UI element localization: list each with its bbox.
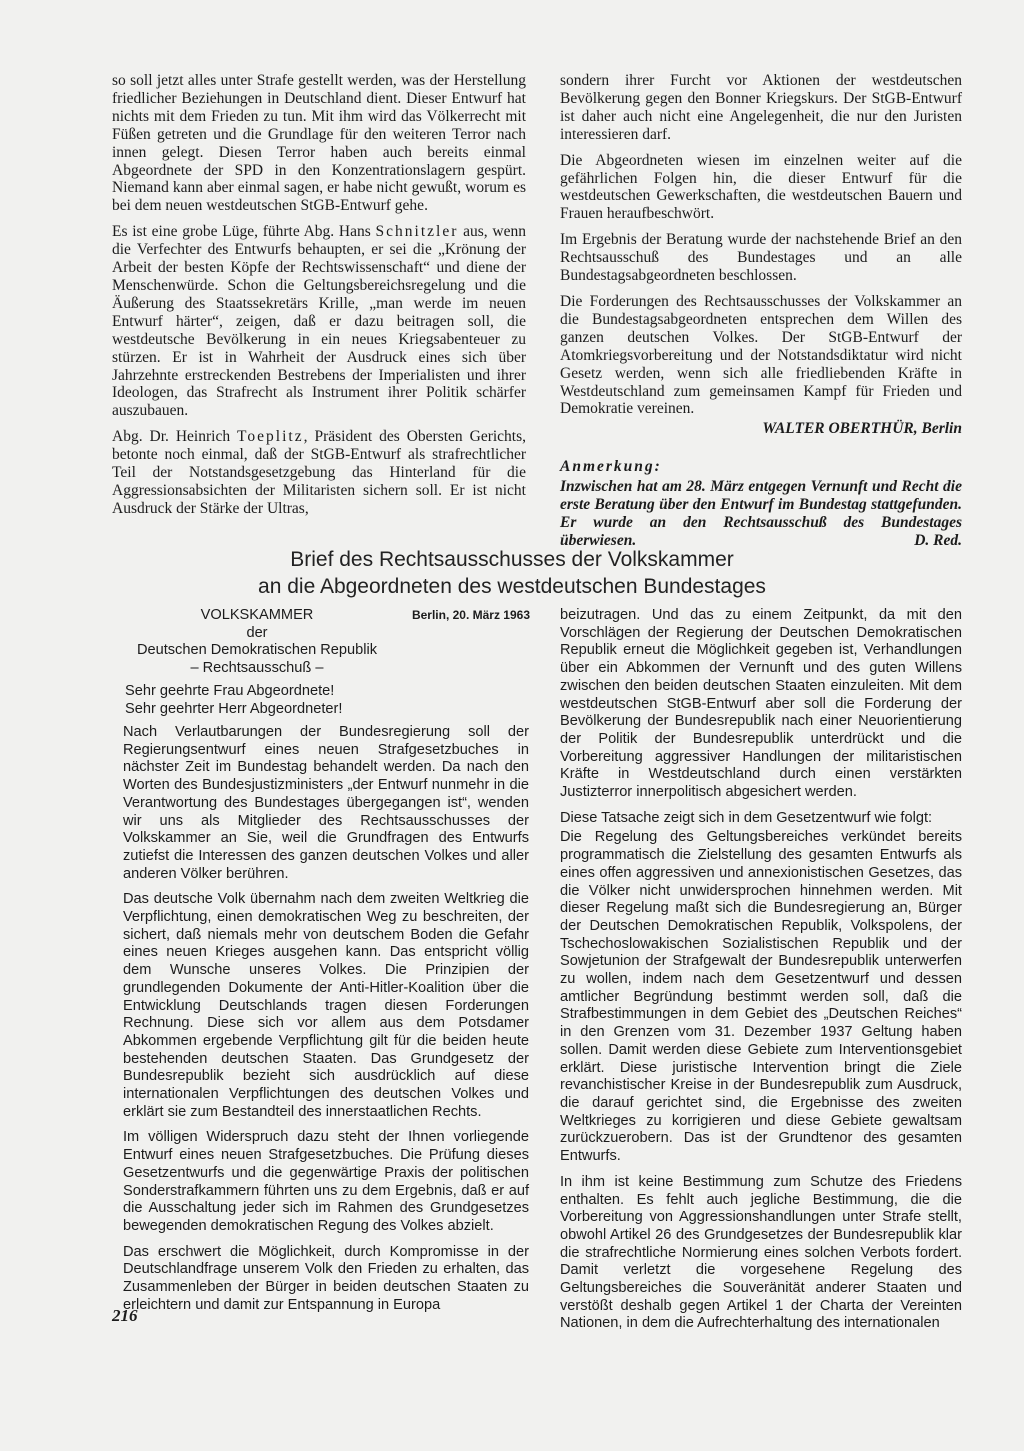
paragraph: Im Ergebnis der Beratung wurde der nachstehende Brief an den Rechtsausschuß des Bundestages und an alle Bundestagsabgeordneten beschlossen. [560,231,962,285]
paragraph: In ihm ist keine Bestimmung zum Schutze des Friedens enthalten. Es fehlt auch jegliche Bestimmung, die die Vorbereitung von Aggressionshandlungen unter Strafe stellt, obwohl Artikel 26 des Grundgesetzes der Bundesrepublik klar die strafrechtliche Normierung eines solchen Verbots fordert. Damit verletzt die vorgesehene Regelung des Geltungsbereiches die Souveränität anderer Staaten und verstößt deshalb gegen Artikel 1 der Charta der Vereinten Nationen, in dem die Aufrechterhaltung des internationalen [560,1173,962,1332]
note-heading: Anmerkung: [560,458,662,476]
paragraph: Das erschwert die Möglichkeit, durch Kompromisse in der Deutschlandfrage unserem Volk den Frieden zu erhalten, das Zusammenleben der Bürger in beiden deutschen Staaten zu erleichtern und damit zur Entspannung in Europa [123,1243,529,1313]
paragraph: Diese Tatsache zeigt sich in dem Gesetzentwurf wie folgt: [560,809,933,826]
salutation-line: Sehr geehrte Frau Abgeordnete! [125,683,335,699]
speaker-name: Toeplitz [237,428,304,446]
text-run: Inzwischen hat am 28. März entgegen Vernunft und Recht die erste Beratung über den Entwurf im Bundestag stattgefunden. Er wurde an den Rechtsausschuß des Bundestages überwiesen. [560,478,962,549]
text-run: Abg. Dr. Heinrich [112,428,238,446]
text-run: , Präsident des Obersten Gerichts, betonte noch einmal, daß der StGB-Entwurf als strafrechtlicher Teil der Notstandsgesetzgebung das Hinterland für die Aggressionsabsichten der Militaristen sichern soll. Er ist nicht Ausdruck der Stärke der Ultras, [112,428,527,517]
author-signature: WALTER OBERTHÜR, Berlin [762,420,962,438]
note-signature: D. Red. [914,531,962,549]
paragraph [112,428,526,518]
org-line: Deutschen Demokratischen Republik [136,642,378,659]
top-right-column [560,72,962,558]
org-line: – Rechtsausschuß – [190,660,324,677]
paragraph: Die Forderungen des Rechtsausschusses der Volkskammer an die Bundestagsabgeordneten entsprechen dem Willen des ganzen deutschen Volkes. Der StGB-Entwurf der Atomkriegsvorbereitung und der Notstandsdiktatur wird nicht Gesetz werden, wenn sich alle friedliebenden Kräfte in Westdeutschland zum gemeinsamen Kampf für Frieden und Demokratie vereinen. [560,292,962,418]
letter-sender [112,607,402,678]
letter-title [130,546,894,600]
place-date: Berlin, 20. März 1963 [411,608,530,622]
text-run: Es ist eine grobe Lüge, führte Abg. Hans [112,223,376,241]
bottom-left-column [123,724,529,1323]
org-line: der [246,624,268,641]
paragraph: beizutragen. Und das zu einem Zeitpunkt, da mit den Vorschlägen der Regierung der Deutschen Demokratischen Republik erneut die Möglichkeit gegeben ist, Verhandlungen über ein Abkommen der Vernunft und des guten Willens zwischen den beiden deutschen Staaten einzuleiten. Mit dem westdeutschen StGB-Entwurf aber soll die Forderung der Bevölkerung der Bundesrepublik nach einer Neuorientierung der Politik der Bundesrepublik unterdrückt und die Vorbereitung aggressiver Handlungen der militaristischen Kräfte in Westdeutschland durch einen verstärkten Justizterror innerpolitisch abgesichert werden. [560,607,962,801]
title-line: Brief des Rechtsausschusses der Volkskammer [290,548,734,571]
salutation [125,683,515,718]
paragraph: sondern ihrer Furcht vor Aktionen der westdeutschen Bevölkerung gegen den Bonner Kriegskurs. Der StGB-Entwurf ist daher auch nicht eine Angelegenheit, die nur den Juristen interessieren darf. [560,72,962,143]
text-run: aus, wenn die Verfechter des Entwurfs behaupten, er sei die „Krönung der Arbeit der besten Köpfe der Rechtswissenschaft“ und diene der Menschenwürde. Schon die Geltungsbereichsregelung und die Äußerung des Staatssekretärs Krille, „man werde im neuen Entwurf härter“, zeigen, daß er dazu beitragen soll, die westdeutsche Bevölkerung in ein neues Kriegsabenteuer zu stürzen. Er ist in Wahrheit der Ausdruck eines sich über Jahrzehnte erstreckenden Bestrebens der Imperialisten und ihrer Ideologen, das Strafrecht als Instrument ihrer Politik schärfer auszubauen. [112,223,526,420]
paragraph: Nach Verlautbarungen der Bundesregierung soll der Regierungsentwurf eines neuen Strafgesetzbuches in nächster Zeit im Bundestag behandelt werden. Da nach den Worten des Bundesjustizministers „der Entwurf nunmehr in die Verantwortung des Bundestages übergegangen ist“, wenden wir uns als Mitglieder des Rechtsausschusses der Volkskammer an Sie, weil die Grundfragen des Entwurfs zutiefst die Interessen des ganzen deutschen Volkes und aller anderen Völker berühren. [123,724,529,882]
top-left-column [112,72,526,526]
speaker-name: Schnitzler [375,223,459,241]
bottom-right-column [560,607,962,1341]
paragraph: Das deutsche Volk übernahm nach dem zweiten Weltkrieg die Verpflichtung, einen demokratischen Weg zu beschreiten, der sichert, daß niemals mehr von deutschem Boden die Gefahr eines neuen Krieges ausgehen kann. Das entspricht völlig dem Wunsche unseres Volkes. Die Prinzipien der grundlegenden Dokumente der Anti-Hitler-Koalition über die Entwicklung Deutschlands tragen diesen Forderungen Rechnung. Diese sich vor allem aus dem Potsdamer Abkommen ergebende Verpflichtung gilt für die beiden heute bestehenden deutschen Staaten. Das Grundgesetz der Bundesrepublik bezieht sich ausdrücklich auf diese internationalen Verpflichtungen des deutschen Volkes und erklärt sie zum Bestandteil des innerstaatlichen Rechts. [123,891,529,1120]
paragraph [112,223,526,420]
org-line: VOLKSKAMMER [200,607,314,623]
salutation-line: Sehr geehrter Herr Abgeordneter! [125,700,343,717]
paragraph: Im völligen Widerspruch dazu steht der Ihnen vorliegende Entwurf eines neuen Strafgesetzbuches. Die Prüfung dieses Gesetzentwurfs und die gegenwärtige Praxis der politischen Sonderstrafkammern führten uns zu dem Ergebnis, daß er auf die Ausschaltung jeder sich im Rahmen des Grundgesetzes bewegenden demokratischen Regung des Volkes abzielt. [123,1129,529,1234]
title-line: an die Abgeordneten des westdeutschen Bundestages [258,575,766,598]
paragraph: Die Abgeordneten wiesen im einzelnen weiter auf die gefährlichen Folgen hin, die dieser Entwurf für die westdeutschen Gewerkschaften, die westdeutschen Bauern und Frauen heraufbeschwört. [560,151,962,223]
page-number: 216 [112,1306,138,1325]
paragraph: Die Regelung des Geltungsbereiches verkündet bereits programmatisch die Zielstellung des gesamten Entwurfs als eines offen aggressiven und annexionistischen Gesetzes, das die Völker nicht unwidersprochen hinnehmen werden. Mit dieser Regelung maßt sich die Bundesregierung an, Bürger der Deutschen Demokratischen Republik, Volkspolens, der Tschechoslowakischen Sozialistischen Republik und der Sowjetunion der Strafgewalt der Bundesrepublik unterwerfen zu wollen, indem nach dem Gesetzentwurf und dessen amtlicher Begründung bestimmt werden soll, daß die Strafbestimmungen in dem Gebiet des „Deutschen Reiches“ in den Grenzen vom 31. Dezember 1937 Geltung haben sollen. Damit werden diese Gebiete zum Interventionsgebiet erklärt. Diese juristische Intervention bringt die Ziele revanchistischer Kreise in der Bundesrepublik zum Ausdruck, die darauf gerichtet sind, die Ergebnisse des zweiten Weltkrieges zu korrigieren und diese Gebiete gewaltsam zurückzuerobern. Das ist der Grundtenor des gesamten Entwurfs. [560,829,962,1165]
note-text [560,478,962,550]
paragraph: so soll jetzt alles unter Strafe gestellt werden, was der Herstellung friedlicher Beziehungen in Deutschland dient. Dieser Entwurf hat nichts mit dem Frieden zu tun. Mit ihm wird das Völkerrecht mit Füßen getreten und die Grundlage für den weiteren Terror nach innen gelegt. Diesen Terror haben auch bereits einmal Abgeordnete der SPD in den Konzentrationslagern gespürt. Niemand kann aber einmal sagen, er habe nicht gewußt, worum es bei dem neuen westdeutschen StGB-Entwurf gehe. [112,72,526,215]
